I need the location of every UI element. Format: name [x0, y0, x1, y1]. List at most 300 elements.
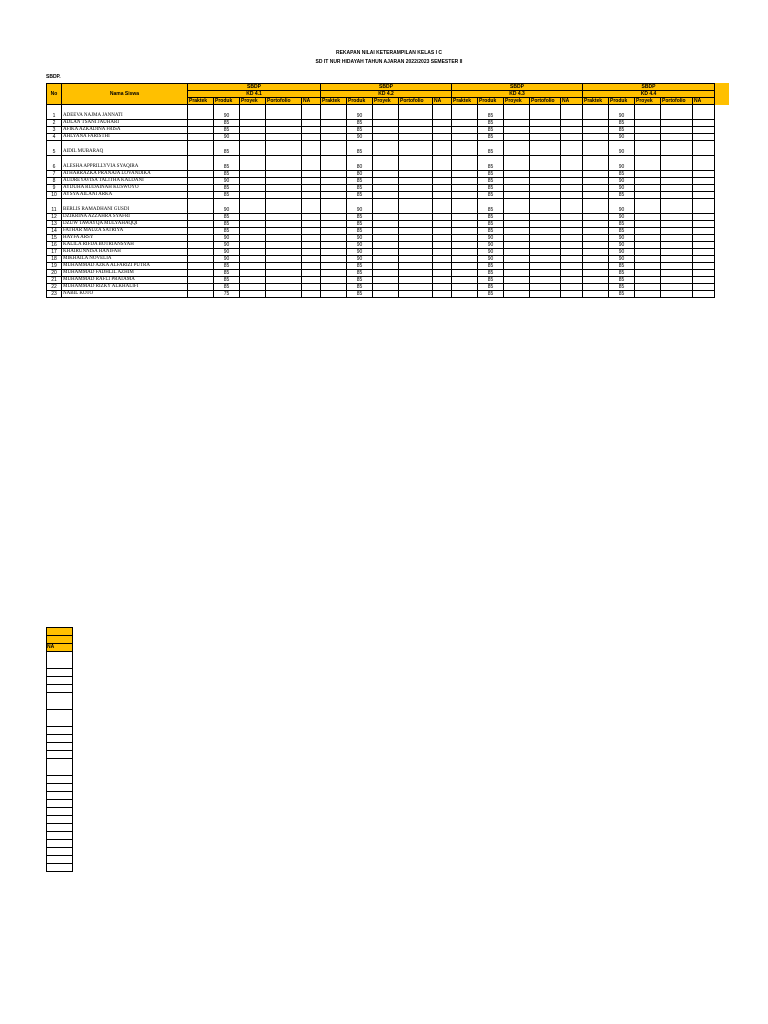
empty-score-cell	[635, 134, 661, 141]
empty-score-cell	[373, 120, 399, 127]
student-name: ADLAN TSANI JAUHARI	[62, 120, 188, 127]
empty-score-cell	[240, 277, 266, 284]
side-cell	[47, 652, 73, 669]
subcol-header-proyek: Proyek	[635, 98, 661, 105]
empty-score-cell	[452, 192, 478, 199]
side-cell	[47, 792, 73, 800]
empty-score-cell	[373, 270, 399, 277]
produk-score: 90	[609, 256, 635, 263]
empty-score-cell	[452, 171, 478, 178]
empty-score-cell	[504, 228, 530, 235]
empty-score-cell	[452, 263, 478, 270]
table-row	[47, 171, 715, 178]
side-row	[47, 808, 73, 816]
empty-score-cell	[530, 199, 561, 214]
empty-score-cell	[530, 178, 561, 185]
empty-score-cell	[561, 105, 583, 120]
produk-score: 85	[214, 284, 240, 291]
empty-score-cell	[530, 249, 561, 256]
produk-score: 85	[214, 192, 240, 199]
empty-score-cell	[302, 120, 321, 127]
empty-score-cell	[452, 134, 478, 141]
empty-score-cell	[321, 105, 347, 120]
empty-score-cell	[452, 141, 478, 156]
side-cell	[47, 759, 73, 776]
empty-score-cell	[373, 221, 399, 228]
empty-score-cell	[302, 105, 321, 120]
empty-score-cell	[302, 127, 321, 134]
empty-score-cell	[266, 178, 302, 185]
produk-score: 85	[347, 214, 373, 221]
empty-score-cell	[302, 291, 321, 298]
empty-score-cell	[188, 134, 214, 141]
empty-score-cell	[321, 156, 347, 171]
empty-score-cell	[504, 120, 530, 127]
empty-score-cell	[373, 263, 399, 270]
produk-score: 90	[478, 256, 504, 263]
empty-score-cell	[661, 199, 693, 214]
group-subject-header: SBDP	[583, 84, 715, 91]
student-name: AYDUHA RUDAINAH KUSWOYO	[62, 185, 188, 192]
subcol-header-praktek: Praktek	[583, 98, 609, 105]
produk-score: 85	[478, 156, 504, 171]
empty-score-cell	[399, 270, 433, 277]
empty-score-cell	[661, 192, 693, 199]
empty-score-cell	[661, 156, 693, 171]
empty-score-cell	[452, 242, 478, 249]
empty-score-cell	[635, 249, 661, 256]
table-row	[47, 120, 715, 127]
empty-score-cell	[583, 263, 609, 270]
produk-score: 85	[347, 178, 373, 185]
empty-score-cell	[399, 228, 433, 235]
empty-score-cell	[635, 228, 661, 235]
produk-score: 85	[478, 214, 504, 221]
subcol-header-produk: Produk	[214, 98, 240, 105]
empty-score-cell	[504, 270, 530, 277]
side-row	[47, 710, 73, 727]
produk-score: 90	[347, 235, 373, 242]
side-cell	[47, 800, 73, 808]
subcol-header-na: NA	[693, 98, 715, 105]
empty-score-cell	[188, 235, 214, 242]
empty-score-cell	[321, 171, 347, 178]
empty-score-cell	[452, 249, 478, 256]
produk-score: 85	[609, 171, 635, 178]
produk-score: 85	[478, 277, 504, 284]
table-row	[47, 134, 715, 141]
table-row	[47, 263, 715, 270]
empty-score-cell	[504, 256, 530, 263]
subcol-header-portofolio: Portofolio	[661, 98, 693, 105]
produk-score: 85	[214, 127, 240, 134]
empty-score-cell	[693, 134, 715, 141]
col-no-header: No	[47, 84, 62, 105]
empty-score-cell	[240, 156, 266, 171]
empty-score-cell	[693, 270, 715, 277]
produk-score: 85	[478, 270, 504, 277]
empty-score-cell	[373, 249, 399, 256]
produk-score: 85	[214, 228, 240, 235]
empty-score-cell	[373, 171, 399, 178]
produk-score: 90	[214, 242, 240, 249]
side-row	[47, 751, 73, 759]
empty-score-cell	[561, 256, 583, 263]
empty-score-cell	[561, 291, 583, 298]
empty-score-cell	[452, 284, 478, 291]
empty-score-cell	[583, 214, 609, 221]
empty-score-cell	[433, 256, 452, 263]
empty-score-cell	[530, 242, 561, 249]
empty-score-cell	[530, 270, 561, 277]
side-cell	[47, 816, 73, 824]
side-row	[47, 856, 73, 864]
empty-score-cell	[188, 284, 214, 291]
student-name: DZIKRINA AZZAHRA SYAFRI	[62, 214, 188, 221]
empty-score-cell	[302, 284, 321, 291]
empty-score-cell	[373, 235, 399, 242]
empty-score-cell	[433, 270, 452, 277]
empty-score-cell	[188, 141, 214, 156]
empty-score-cell	[583, 141, 609, 156]
produk-score: 75	[214, 291, 240, 298]
empty-score-cell	[530, 156, 561, 171]
side-row	[47, 776, 73, 784]
empty-score-cell	[635, 242, 661, 249]
empty-score-cell	[302, 185, 321, 192]
empty-score-cell	[561, 185, 583, 192]
empty-score-cell	[188, 263, 214, 270]
student-name: AHLYANA FARISTHI	[62, 134, 188, 141]
empty-score-cell	[399, 127, 433, 134]
side-row	[47, 652, 73, 669]
empty-score-cell	[240, 199, 266, 214]
empty-score-cell	[661, 291, 693, 298]
student-name: AYSYA AILANI ARKA	[62, 192, 188, 199]
kd-header: KD 4.3	[452, 91, 583, 98]
produk-score: 85	[347, 263, 373, 270]
side-cell	[47, 685, 73, 693]
side-row	[47, 735, 73, 743]
empty-score-cell	[266, 185, 302, 192]
empty-score-cell	[399, 120, 433, 127]
produk-score: 85	[609, 127, 635, 134]
empty-score-cell	[302, 235, 321, 242]
produk-score: 85	[347, 141, 373, 156]
row-number: 13	[47, 221, 62, 228]
empty-score-cell	[188, 256, 214, 263]
empty-score-cell	[266, 141, 302, 156]
header-row-subject	[47, 84, 715, 91]
empty-score-cell	[433, 214, 452, 221]
produk-score: 85	[609, 277, 635, 284]
empty-score-cell	[399, 156, 433, 171]
row-number: 23	[47, 291, 62, 298]
empty-score-cell	[635, 192, 661, 199]
empty-score-cell	[302, 178, 321, 185]
side-header-cell: NA	[47, 644, 73, 652]
empty-score-cell	[433, 277, 452, 284]
empty-score-cell	[504, 156, 530, 171]
empty-score-cell	[530, 277, 561, 284]
produk-score: 85	[478, 171, 504, 178]
produk-score: 85	[478, 263, 504, 270]
empty-score-cell	[321, 127, 347, 134]
empty-score-cell	[661, 178, 693, 185]
empty-score-cell	[433, 192, 452, 199]
produk-score: 90	[609, 105, 635, 120]
empty-score-cell	[188, 199, 214, 214]
row-number: 20	[47, 270, 62, 277]
empty-score-cell	[504, 235, 530, 242]
empty-score-cell	[321, 284, 347, 291]
empty-score-cell	[240, 270, 266, 277]
empty-score-cell	[321, 221, 347, 228]
empty-score-cell	[433, 156, 452, 171]
empty-score-cell	[530, 120, 561, 127]
empty-score-cell	[240, 105, 266, 120]
empty-score-cell	[504, 242, 530, 249]
side-cell	[47, 693, 73, 710]
empty-score-cell	[530, 127, 561, 134]
empty-score-cell	[188, 242, 214, 249]
empty-score-cell	[321, 242, 347, 249]
empty-score-cell	[452, 277, 478, 284]
empty-score-cell	[561, 284, 583, 291]
empty-score-cell	[266, 192, 302, 199]
empty-score-cell	[302, 277, 321, 284]
side-cell	[47, 751, 73, 759]
empty-score-cell	[399, 235, 433, 242]
subcol-header-produk: Produk	[609, 98, 635, 105]
produk-score: 85	[478, 199, 504, 214]
student-name: MUHAMMAD RIZKY ALKHALIFI	[62, 284, 188, 291]
empty-score-cell	[661, 105, 693, 120]
student-name: FATHAR MAUZA SATRIYA	[62, 228, 188, 235]
empty-score-cell	[266, 221, 302, 228]
produk-score: 85	[609, 284, 635, 291]
grade-table	[46, 83, 715, 298]
empty-score-cell	[661, 284, 693, 291]
empty-score-cell	[433, 141, 452, 156]
table-row	[47, 228, 715, 235]
row-number: 2	[47, 120, 62, 127]
empty-score-cell	[693, 192, 715, 199]
produk-score: 90	[478, 242, 504, 249]
produk-score: 85	[478, 192, 504, 199]
empty-score-cell	[188, 171, 214, 178]
row-number: 15	[47, 235, 62, 242]
empty-score-cell	[661, 270, 693, 277]
empty-score-cell	[635, 185, 661, 192]
empty-score-cell	[266, 171, 302, 178]
empty-score-cell	[433, 284, 452, 291]
empty-score-cell	[635, 156, 661, 171]
empty-score-cell	[266, 134, 302, 141]
empty-score-cell	[530, 291, 561, 298]
empty-score-cell	[240, 178, 266, 185]
side-row	[47, 792, 73, 800]
empty-score-cell	[504, 263, 530, 270]
row-number: 4	[47, 134, 62, 141]
empty-score-cell	[583, 284, 609, 291]
empty-score-cell	[188, 270, 214, 277]
row-number: 8	[47, 178, 62, 185]
produk-score: 85	[609, 270, 635, 277]
produk-score: 85	[609, 263, 635, 270]
produk-score: 85	[347, 120, 373, 127]
empty-score-cell	[583, 185, 609, 192]
produk-score: 90	[609, 185, 635, 192]
empty-score-cell	[661, 242, 693, 249]
side-row	[47, 784, 73, 792]
empty-score-cell	[693, 171, 715, 178]
table-row	[47, 127, 715, 134]
side-cell	[47, 677, 73, 685]
empty-score-cell	[321, 199, 347, 214]
empty-score-cell	[399, 249, 433, 256]
empty-score-cell	[240, 242, 266, 249]
empty-score-cell	[240, 249, 266, 256]
empty-score-cell	[530, 171, 561, 178]
side-header-cell	[47, 628, 73, 636]
row-number: 17	[47, 249, 62, 256]
empty-score-cell	[188, 228, 214, 235]
empty-score-cell	[583, 242, 609, 249]
empty-score-cell	[530, 235, 561, 242]
produk-score: 90	[478, 249, 504, 256]
empty-score-cell	[583, 270, 609, 277]
empty-score-cell	[693, 256, 715, 263]
side-cell	[47, 669, 73, 677]
empty-score-cell	[504, 199, 530, 214]
empty-score-cell	[561, 134, 583, 141]
empty-score-cell	[399, 277, 433, 284]
empty-score-cell	[504, 192, 530, 199]
student-name: HAYFA ARSY	[62, 235, 188, 242]
empty-score-cell	[504, 277, 530, 284]
empty-score-cell	[240, 134, 266, 141]
empty-score-cell	[266, 270, 302, 277]
kd-header: KD 4.2	[321, 91, 452, 98]
empty-score-cell	[321, 141, 347, 156]
empty-score-cell	[561, 192, 583, 199]
empty-score-cell	[693, 249, 715, 256]
student-name: KHAIRUNNISA HANIFAH	[62, 249, 188, 256]
empty-score-cell	[693, 291, 715, 298]
empty-score-cell	[302, 221, 321, 228]
empty-score-cell	[433, 291, 452, 298]
empty-score-cell	[504, 185, 530, 192]
empty-score-cell	[635, 105, 661, 120]
empty-score-cell	[504, 171, 530, 178]
empty-score-cell	[530, 185, 561, 192]
side-row	[47, 628, 73, 636]
empty-score-cell	[504, 249, 530, 256]
empty-score-cell	[504, 291, 530, 298]
row-number: 11	[47, 199, 62, 214]
table-row	[47, 242, 715, 249]
empty-score-cell	[693, 221, 715, 228]
side-row	[47, 644, 73, 652]
empty-score-cell	[635, 256, 661, 263]
empty-score-cell	[266, 263, 302, 270]
empty-score-cell	[240, 185, 266, 192]
produk-score: 90	[609, 214, 635, 221]
produk-score: 90	[347, 105, 373, 120]
empty-score-cell	[433, 178, 452, 185]
student-name: AIDIL MUBARAQ	[62, 141, 188, 156]
side-row	[47, 636, 73, 644]
empty-score-cell	[240, 214, 266, 221]
empty-score-cell	[452, 127, 478, 134]
empty-score-cell	[504, 134, 530, 141]
produk-score: 85	[214, 156, 240, 171]
empty-score-cell	[188, 127, 214, 134]
empty-score-cell	[373, 256, 399, 263]
empty-score-cell	[188, 192, 214, 199]
row-number: 3	[47, 127, 62, 134]
produk-score: 85	[214, 171, 240, 178]
empty-score-cell	[693, 214, 715, 221]
empty-score-cell	[373, 185, 399, 192]
empty-score-cell	[302, 228, 321, 235]
empty-score-cell	[188, 277, 214, 284]
empty-score-cell	[399, 263, 433, 270]
empty-score-cell	[583, 249, 609, 256]
row-number: 19	[47, 263, 62, 270]
row-number: 10	[47, 192, 62, 199]
empty-score-cell	[635, 284, 661, 291]
produk-score: 90	[347, 134, 373, 141]
empty-score-cell	[661, 127, 693, 134]
side-header-cell	[47, 636, 73, 644]
empty-score-cell	[530, 192, 561, 199]
produk-score: 85	[478, 127, 504, 134]
empty-score-cell	[561, 199, 583, 214]
produk-score: 85	[347, 221, 373, 228]
subcol-header-produk: Produk	[347, 98, 373, 105]
produk-score: 85	[478, 105, 504, 120]
empty-score-cell	[373, 134, 399, 141]
student-name: MUHAMMAD RAFLI PRATAMA	[62, 277, 188, 284]
report-title: REKAPAN NILAI KETERAMPILAN KELAS I C	[335, 50, 443, 56]
produk-score: 90	[347, 242, 373, 249]
empty-score-cell	[240, 127, 266, 134]
side-row	[47, 816, 73, 824]
empty-score-cell	[240, 141, 266, 156]
empty-score-cell	[302, 214, 321, 221]
empty-score-cell	[693, 284, 715, 291]
empty-score-cell	[661, 263, 693, 270]
empty-score-cell	[399, 256, 433, 263]
side-row	[47, 759, 73, 776]
empty-score-cell	[504, 127, 530, 134]
produk-score: 90	[214, 199, 240, 214]
table-row	[47, 141, 715, 156]
empty-score-cell	[266, 256, 302, 263]
empty-score-cell	[452, 214, 478, 221]
produk-score: 90	[214, 178, 240, 185]
empty-score-cell	[373, 214, 399, 221]
student-name: AFIKA AZKADINA FRISA	[62, 127, 188, 134]
produk-score: 85	[347, 127, 373, 134]
empty-score-cell	[693, 156, 715, 171]
subject-label: SBDP.	[46, 74, 61, 80]
empty-score-cell	[452, 235, 478, 242]
empty-score-cell	[188, 120, 214, 127]
empty-score-cell	[266, 156, 302, 171]
